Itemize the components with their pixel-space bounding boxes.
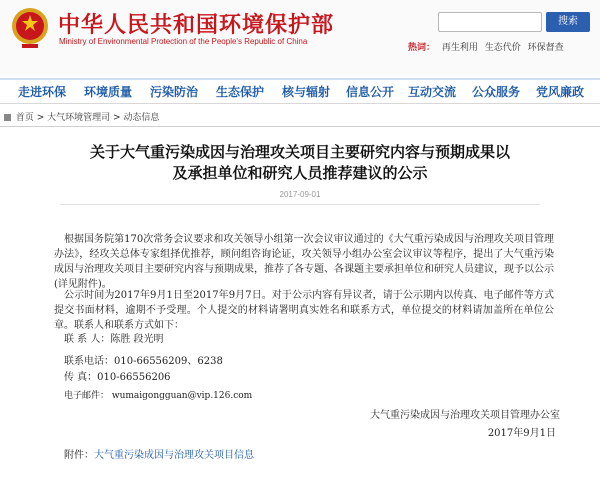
- nav-item-party[interactable]: 党风廉政: [536, 85, 585, 99]
- hot-word-link[interactable]: 环保督查: [527, 43, 564, 53]
- national-emblem-icon: [10, 6, 50, 50]
- nav-item-info-open[interactable]: 信息公开: [346, 85, 395, 99]
- search-button[interactable]: 搜索: [546, 12, 590, 32]
- hot-words: [408, 40, 568, 53]
- divider: [60, 204, 540, 205]
- attachment: [64, 446, 254, 461]
- nav-item-env-quality[interactable]: 环境质量: [84, 85, 133, 99]
- nav-item-about[interactable]: 走进环保: [18, 85, 67, 99]
- contact-person: 联 系 人：陈胜 段光明: [64, 334, 164, 345]
- contact-phone: 联系电话：010-66556209、6238: [64, 356, 223, 367]
- article-title-line: 及承担单位和研究人员推荐建议的公示: [172, 164, 428, 182]
- article-paragraph: 根据国务院第170次常务会议要求和攻关领导小组第一次会议审议通过的《大气重污染成因与治理攻关项目管理办法》，经攻关总体专家组择优推荐，顾问组咨询论证，攻关领导小组办公室会议审议等程序，提出了大气重污染成因与治理攻关项目主要研究内容与预期成果，推荐了各专题、各课题主要承担单位和研究人员建议，现予以公示(详见附件)。: [54, 234, 554, 290]
- contact-fax: 传 真：010-66556206: [64, 372, 171, 383]
- nav-item-public-service[interactable]: 公众服务: [472, 85, 521, 99]
- hot-word-link[interactable]: 生态代价: [484, 43, 521, 53]
- article-date: 2017-09-01: [279, 190, 321, 199]
- attachment-link[interactable]: 大气重污染成因与治理攻关项目信息: [94, 450, 254, 461]
- nav-item-pollution[interactable]: 污染防治: [150, 85, 199, 99]
- search-input[interactable]: [438, 12, 542, 32]
- site-title: 中华人民共和国环境保护部: [58, 12, 335, 38]
- article-paragraph: 公示时间为2017年9月1日至2017年9月7日。对于公示内容有异议者，请于公示期内以传真、电子邮件等方式提交书面材料，逾期不予受理。个人提交的材料请署明真实姓名和联系方式，单位提交的材料请加盖所在单位公章。联系人和联系方式如下：: [54, 290, 554, 331]
- hot-words-label: 热词：: [408, 43, 436, 53]
- main-nav: [0, 78, 600, 104]
- breadcrumb: [0, 110, 600, 126]
- site-header: [0, 0, 600, 76]
- signature-date: 2017年9月1日: [487, 428, 556, 439]
- signature-org: 大气重污染成因与治理攻关项目管理办公室: [370, 410, 560, 421]
- attachment-label: 附件：: [64, 450, 94, 461]
- contact-email: 电子邮件： wumaigongguan@vip.126.com: [64, 391, 253, 401]
- home-icon: [4, 114, 11, 121]
- divider: [0, 126, 600, 127]
- nav-item-interaction[interactable]: 互动交流: [408, 85, 457, 99]
- site-subtitle: Ministry of Environmental Protection of the People's Republic of China: [59, 37, 308, 46]
- article-title: [20, 142, 580, 184]
- article-title-line: 关于大气重污染成因与治理攻关项目主要研究内容与预期成果以: [89, 143, 510, 161]
- nav-item-ecology[interactable]: 生态保护: [216, 85, 265, 99]
- breadcrumb-text[interactable]: 首页 > 大气环境管理司 > 动态信息: [15, 113, 160, 123]
- hot-word-link[interactable]: 再生利用: [441, 43, 478, 53]
- nav-item-nuclear[interactable]: 核与辐射: [282, 85, 331, 99]
